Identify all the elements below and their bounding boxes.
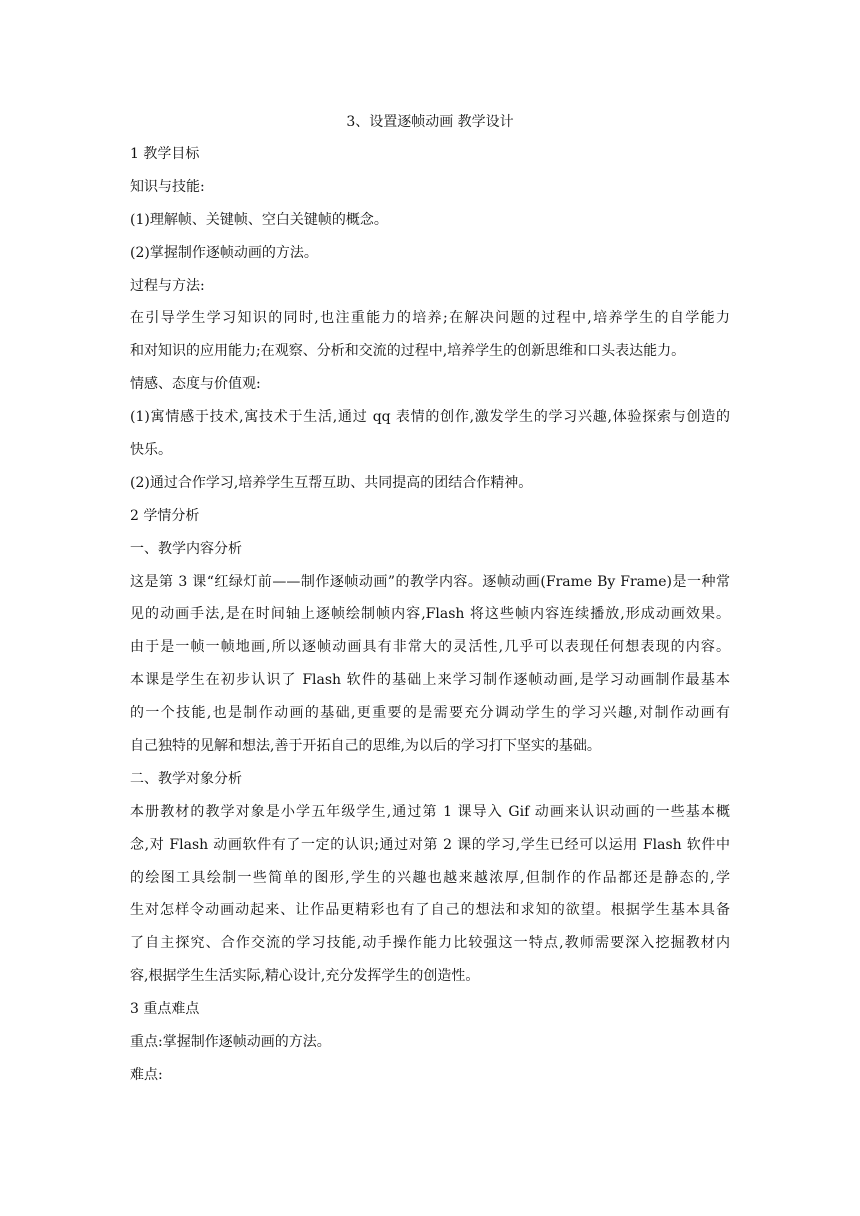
paragraph-line: 容,根据学生生活实际,精心设计,充分发挥学生的创造性。 (130, 968, 480, 985)
paragraph-line: 的绘图工具绘制一些简单的图形,学生的兴趣也越来越浓厚,但制作的作品都还是静态的,学 (130, 869, 730, 886)
section-heading-analysis: 2 学情分析 (130, 507, 200, 524)
subheading-emotion-values: 情感、态度与价值观: (130, 376, 261, 393)
paragraph-line: 这是第 3 课“红绿灯前——制作逐帧动画”的教学内容。逐帧动画(Frame By Frame)是一种常 (130, 573, 730, 590)
paragraph-line: 本课是学生在初步认识了 Flash 软件的基础上来学习制作逐帧动画,是学习动画制作最基本 (130, 672, 730, 689)
document-body (130, 144, 730, 1098)
paragraph-line: 快乐。 (130, 442, 172, 459)
paragraph-line: 在引导学生学习知识的同时,也注重能力的培养;在解决问题的过程中,培养学生的自学能力 (130, 310, 730, 327)
subheading-process-methods: 过程与方法: (130, 277, 205, 294)
key-point: 重点:掌握制作逐帧动画的方法。 (130, 1034, 331, 1051)
paragraph-line: 的一个技能,也是制作动画的基础,更重要的是需要充分调动学生的学习兴趣,对制作动画有 (130, 705, 730, 722)
paragraph-line: 见的动画手法,是在时间轴上逐帧绘制帧内容,Flash 将这些帧内容连续播放,形成动画效果。 (130, 606, 730, 623)
paragraph-line: 和对知识的应用能力;在观察、分析和交流的过程中,培养学生的创新思维和口头表达能力。 (130, 343, 686, 360)
paragraph-line: 自己独特的见解和想法,善于开拓自己的思维,为以后的学习打下坚实的基础。 (130, 738, 601, 755)
list-item: (1)理解帧、关键帧、空白关键帧的概念。 (130, 211, 388, 228)
subheading-knowledge-skills: 知识与技能: (130, 178, 205, 195)
paragraph-line: 生对怎样令动画动起来、让作品更精彩也有了自己的想法和求知的欲望。根据学生基本具备 (130, 902, 730, 919)
document-title: 3、设置逐帧动画 教学设计 (346, 114, 514, 130)
paragraph-line: 念,对 Flash 动画软件有了一定的认识;通过对第 2 课的学习,学生已经可以运用 Flash 软件中 (130, 836, 730, 853)
subheading-audience-analysis: 二、教学对象分析 (130, 770, 242, 787)
section-heading-objectives: 1 教学目标 (130, 146, 200, 162)
list-item: (1)寓情感于技术,寓技术于生活,通过 qq 表情的创作,激发学生的学习兴趣,体验探索与创造的 (130, 409, 730, 426)
paragraph-line: 本册教材的教学对象是小学五年级学生,通过第 1 课导入 Gif 动画来认识动画的一些基本概 (130, 803, 730, 820)
list-item: (2)掌握制作逐帧动画的方法。 (130, 244, 318, 261)
difficult-point: 难点: (130, 1066, 163, 1083)
paragraph-line: 由于是一帧一帧地画,所以逐帧动画具有非常大的灵活性,几乎可以表现任何想表现的内容。 (130, 639, 730, 656)
section-heading-key-points: 3 重点难点 (130, 1001, 200, 1018)
list-item: (2)通过合作学习,培养学生互帮互助、共同提高的团结合作精神。 (130, 474, 533, 491)
paragraph-line: 了自主探究、合作交流的学习技能,动手操作能力比较强这一特点,教师需要深入挖掘教材内 (130, 935, 730, 952)
subheading-content-analysis: 一、教学内容分析 (130, 540, 242, 557)
